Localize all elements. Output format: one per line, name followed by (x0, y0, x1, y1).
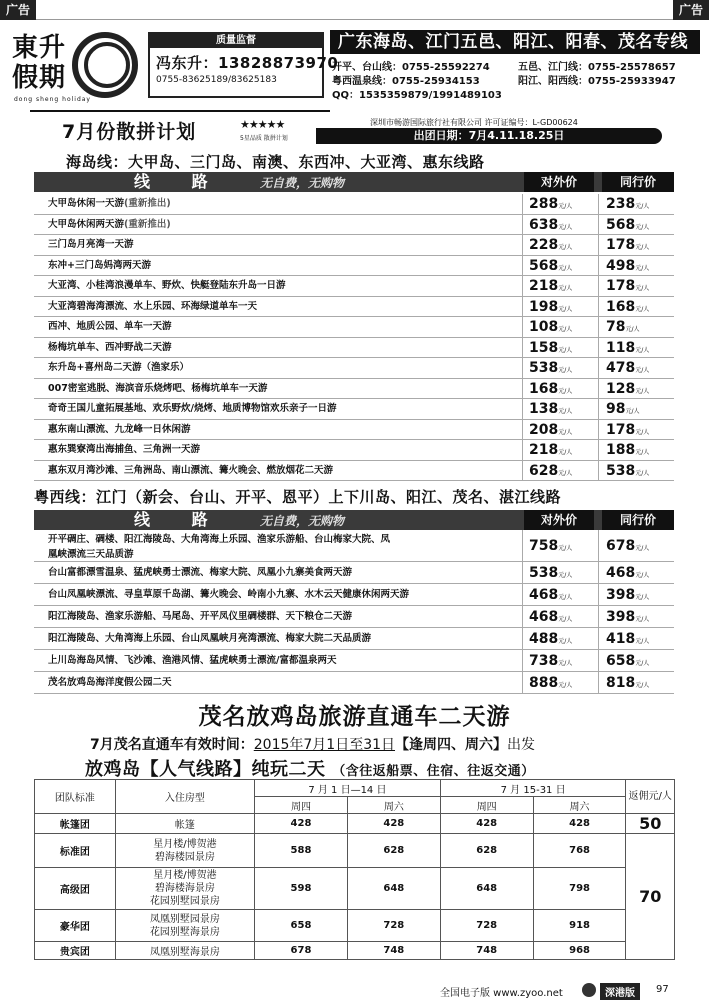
logo-line2: 假期 (12, 63, 67, 93)
std-cell: 豪华团 (35, 910, 116, 942)
ad-label-right: 广告 (673, 0, 709, 20)
route-name (48, 317, 172, 338)
header-agent-price: 同行价 (602, 172, 674, 192)
route-name-text: 大亚湾、小桂湾浪漫单车、野炊、快艇登陆东升岛一日游 (48, 280, 286, 291)
price-unit: 元/人 (635, 346, 650, 354)
page-footer (0, 982, 709, 1000)
route-name (48, 215, 171, 236)
valid-suffix: 出发 (507, 737, 536, 753)
table-row (34, 420, 674, 441)
price-value: 188 (606, 442, 636, 458)
column-divider (598, 194, 599, 481)
route-name-text: 007密室逃脱、海滨音乐烧烤吧、杨梅坑单车一天游 (48, 382, 268, 394)
price-value: 538 (529, 565, 559, 581)
room-cell: 星月楼/博贺港 碧海楼园景房 (115, 834, 254, 868)
rating-stars-icon: ★★★★★ (240, 118, 285, 131)
price-unit: 元/人 (558, 223, 573, 231)
section-title-island: 海岛线：大甲岛、三门岛、南澳、东西冲、大亚湾、惠东线路 (66, 153, 485, 171)
price-value: 488 (529, 631, 559, 647)
price-cell: 428 (533, 814, 626, 834)
price-value: 218 (529, 278, 559, 294)
header-agent-price: 同行价 (602, 510, 674, 530)
price-value: 538 (529, 360, 559, 376)
logo-subtitle: dong sheng holiday (14, 96, 91, 103)
price-unit: 元/人 (635, 305, 650, 313)
col-standard: 团队标准 (35, 780, 116, 814)
price-value: 398 (606, 587, 636, 603)
std-cell: 高级团 (35, 868, 116, 910)
route-tag: (重新推出) (124, 198, 171, 209)
route-name (48, 256, 151, 277)
rebate-cell: 50 (626, 814, 675, 834)
route-name (48, 440, 200, 461)
table-row (35, 910, 675, 942)
route-name (48, 194, 171, 215)
price-cell: 748 (440, 942, 533, 960)
table-header (34, 510, 674, 530)
rebate-cell: 70 (626, 834, 675, 960)
route-name (48, 358, 189, 379)
route-name (48, 532, 390, 562)
price-cell: 968 (533, 942, 626, 960)
route-name-text: 惠东南山漂流、九龙峰一日休闲游 (48, 423, 191, 435)
agency-info: 深圳市畅游国际旅行社有限公司 许可证编号：L-GD00624 (370, 118, 578, 127)
route-name (48, 235, 134, 256)
price-value: 168 (606, 298, 636, 315)
bus-valid-period (90, 734, 535, 754)
route-name (48, 461, 333, 482)
price-unit: 元/人 (635, 545, 650, 552)
footer-site: 全国电子版 www.zyoo.net (440, 988, 563, 999)
price-value: 108 (529, 319, 559, 335)
col-rebate: 返佣元/人 (626, 780, 675, 814)
price-unit: 元/人 (635, 682, 650, 689)
table-row (34, 338, 674, 359)
price-value: 228 (529, 237, 559, 253)
table-row (34, 461, 674, 482)
price-cell: 628 (347, 834, 440, 868)
route-name-text: 上川岛海岛风情、飞沙滩、渔港风情、猛虎峡勇士漂流/富都温泉两天 (48, 655, 337, 666)
route-name (48, 379, 267, 400)
price-unit: 元/人 (558, 305, 573, 313)
price-value: 678 (606, 538, 636, 554)
price-unit: 元/人 (558, 346, 573, 354)
col-thu: 周四 (255, 797, 348, 814)
footer-edition: 深港版 (600, 983, 640, 1000)
agent-price (606, 530, 649, 565)
header-route: 线 路 (134, 510, 226, 529)
price-value: 178 (606, 237, 636, 253)
valid-days: 【逢周四、周六】 (395, 737, 508, 753)
table-row (34, 606, 674, 628)
price-value: 818 (606, 675, 636, 691)
table-row (34, 379, 674, 400)
price-cell: 728 (347, 910, 440, 942)
room-cell: 凤凰别墅海景房 (115, 942, 254, 960)
public-price (529, 461, 572, 485)
price-value: 118 (606, 339, 636, 356)
std-cell: 帐篷团 (35, 814, 116, 834)
price-value: 738 (529, 653, 559, 669)
footer-logo-icon (582, 983, 596, 997)
fjd-note: （含往返船票、住宿、往返交通） (332, 764, 535, 779)
price-cell: 428 (255, 814, 348, 834)
price-cell: 428 (440, 814, 533, 834)
price-unit: 元/人 (558, 572, 573, 579)
route-name-text: 东升岛+喜州岛二天游（渔家乐） (48, 362, 189, 373)
route-name-text: 奇奇王国儿童拓展基地、欢乐野炊/烧烤、地质博物馆欢乐亲子一日游 (48, 403, 337, 414)
col-room: 入住房型 (115, 780, 254, 814)
table-row (34, 276, 674, 297)
price-cell: 918 (533, 910, 626, 942)
price-cell: 728 (440, 910, 533, 942)
section-title-west: 粤西线：江门（新会、台山、开平、恩平）上下川岛、阳江、茂名、湛江线路 (34, 488, 562, 506)
logo-swirl-inner-icon (84, 42, 130, 88)
price-unit: 元/人 (635, 428, 650, 436)
price-value: 158 (529, 339, 559, 356)
header-route: 线 路 (134, 172, 226, 191)
price-value: 98 (606, 401, 626, 417)
col-sat: 周六 (347, 797, 440, 814)
price-value: 538 (606, 462, 636, 479)
route-name (48, 276, 286, 297)
company-logo (10, 28, 142, 108)
std-cell: 贵宾团 (35, 942, 116, 960)
price-value: 198 (529, 298, 559, 315)
price-unit: 元/人 (558, 545, 573, 552)
phone-line: 五邑、江门线：0755-25578657 (518, 62, 676, 73)
valid-prefix: 7月茂名直通车有效时间： (90, 737, 254, 753)
price-unit: 元/人 (635, 285, 650, 292)
price-value: 888 (529, 675, 559, 691)
phone-line: 粤西温泉线：0755-25934153 (332, 76, 480, 87)
rating-subtitle: 5星品质 散拼计划 (240, 135, 288, 142)
header-note: 无自费，无购物 (260, 514, 345, 528)
page-number: 97 (656, 984, 669, 995)
price-value: 478 (606, 360, 636, 376)
table-row (34, 628, 674, 650)
price-unit: 元/人 (558, 408, 573, 415)
price-value: 418 (606, 631, 636, 647)
price-value: 138 (529, 401, 559, 417)
price-value: 658 (606, 653, 636, 669)
column-divider (522, 194, 523, 481)
route-name-text: 杨梅坑单车、西冲野战二天游 (48, 341, 172, 353)
table-row (34, 440, 674, 461)
lines-title: 广东海岛、江门五邑、阳江、阳春、茂名专线 (330, 30, 700, 54)
table-row (34, 530, 674, 562)
route-name-text: 大甲岛休闲一天游 (48, 198, 125, 209)
price-unit: 元/人 (558, 387, 573, 395)
table-row (35, 942, 675, 960)
table-row (34, 672, 674, 694)
table-row (34, 399, 674, 420)
price-value: 178 (606, 278, 636, 294)
price-unit: 元/人 (635, 367, 650, 374)
price-value: 208 (529, 421, 559, 438)
price-value: 288 (529, 196, 559, 212)
price-unit: 元/人 (558, 367, 573, 374)
bus-title: 茂名放鸡岛旅游直通车二天游 (198, 704, 511, 730)
std-cell: 标准团 (35, 834, 116, 868)
price-value: 638 (529, 216, 559, 233)
route-name (48, 420, 191, 441)
ad-bar (0, 0, 709, 20)
phone-line: 开平、台山线：0755-25592274 (332, 62, 490, 73)
price-unit: 元/人 (635, 244, 650, 251)
route-name-text: 东冲+三门岛妈湾两天游 (48, 259, 151, 271)
price-unit: 元/人 (558, 594, 573, 601)
price-value: 568 (606, 216, 636, 233)
price-unit: 元/人 (635, 616, 650, 623)
price-cell: 628 (440, 834, 533, 868)
route-name-text: 大甲岛休闲两天游 (48, 218, 125, 230)
price-unit: 元/人 (635, 594, 650, 601)
table-row (34, 358, 674, 379)
price-value: 758 (529, 538, 559, 554)
price-value: 468 (529, 587, 559, 603)
group-price-table (34, 779, 675, 960)
column-divider (522, 530, 523, 694)
contact-heading: 质量监督 (150, 34, 322, 48)
price-unit: 元/人 (558, 469, 573, 477)
price-value: 568 (529, 257, 559, 274)
table-row (35, 814, 675, 834)
phone-line: 阳江、阳西线：0755-25933947 (518, 76, 676, 87)
col-period2: 7 月 15-31 日 (440, 780, 626, 797)
price-cell: 648 (347, 868, 440, 910)
price-unit: 元/人 (558, 244, 573, 251)
route-name-text: 三门岛月亮湾一天游 (48, 239, 134, 250)
route-name-text: 阳江海陵岛、渔家乐游船、马尾岛、开平凤仪里碉楼群、天下粮仓二天游 (48, 611, 353, 622)
price-value: 218 (529, 442, 559, 458)
price-value: 238 (606, 196, 636, 212)
route-name (48, 672, 172, 694)
price-unit: 元/人 (558, 203, 573, 210)
route-tag: (重新推出) (124, 218, 171, 230)
price-unit: 元/人 (635, 638, 650, 645)
contact-name-line (150, 48, 339, 73)
contact-name: 冯东升： (156, 54, 219, 72)
route-name (48, 628, 371, 650)
price-unit: 元/人 (558, 285, 573, 292)
logo-line1: 東升 (12, 33, 67, 63)
header-public-price: 对外价 (524, 510, 594, 530)
price-unit: 元/人 (558, 660, 573, 667)
price-cell: 798 (533, 868, 626, 910)
room-cell: 星月楼/博贺港 碧海楼海景房 花园别墅园景房 (115, 868, 254, 910)
table-row (34, 256, 674, 277)
agent-price (606, 672, 649, 697)
route-name (48, 584, 409, 606)
price-cell: 648 (440, 868, 533, 910)
route-name (48, 338, 172, 359)
route-name (48, 399, 336, 420)
price-value: 168 (529, 380, 559, 397)
price-cell: 588 (255, 834, 348, 868)
table-row (34, 194, 674, 215)
plan-title: 7月份散拼计划 (62, 121, 197, 143)
table-row (35, 868, 675, 910)
room-cell: 帐篷 (115, 814, 254, 834)
route-name-text: 台山富都漂雪温泉、猛虎峡勇士漂流、梅家大院、凤凰小九寨美食两天游 (48, 567, 353, 578)
route-name-line: 凰峡漂流三天品质游 (48, 549, 134, 560)
route-name-text: 西冲、地质公园、单车一天游 (48, 321, 172, 332)
table-row (34, 650, 674, 672)
route-name (48, 562, 352, 584)
ad-label-left: 广告 (0, 0, 36, 20)
route-name-text: 台山凤凰峡漂流、寻皇草原千岛湖、篝火晚会、岭南小九寨、水木云天健康休闲两天游 (48, 589, 410, 600)
route-name-text: 茂名放鸡岛海洋度假公园二天 (48, 677, 172, 688)
price-cell: 428 (347, 814, 440, 834)
price-value: 398 (606, 609, 636, 625)
price-value: 78 (606, 319, 626, 335)
price-unit: 元/人 (558, 449, 573, 456)
price-unit: 元/人 (558, 682, 573, 689)
valid-dates: 2015年7月1日至31日 (253, 737, 396, 753)
col-sat: 周六 (533, 797, 626, 814)
room-cell: 凤凰别墅园景房 花园别墅海景房 (115, 910, 254, 942)
table-row (34, 584, 674, 606)
price-unit: 元/人 (558, 638, 573, 645)
table-row (35, 834, 675, 868)
price-value: 628 (529, 462, 559, 479)
price-unit: 元/人 (625, 408, 640, 415)
price-unit: 元/人 (635, 387, 650, 395)
price-value: 128 (606, 380, 636, 397)
route-name-text: 大亚湾碧海湾漂流、水上乐园、环海绿道单车一天 (48, 300, 258, 312)
qq-line: QQ：1535359879/1991489103 (332, 90, 502, 101)
column-divider (598, 530, 599, 694)
island-route-table (34, 172, 674, 480)
route-name-line: 开平碉庄、碉楼、阳江海陵岛、大角湾海上乐园、渔家乐游船、台山梅家大院、凤 (48, 534, 391, 545)
col-period1: 7 月 1 日—14 日 (255, 780, 441, 797)
route-name (48, 606, 352, 628)
route-name (48, 297, 257, 318)
table-row (34, 215, 674, 236)
price-cell: 678 (255, 942, 348, 960)
price-value: 178 (606, 421, 636, 438)
price-unit: 元/人 (635, 449, 650, 456)
price-unit: 元/人 (558, 616, 573, 623)
price-value: 498 (606, 257, 636, 274)
contact-alt-phones: 0755-83625189/83625183 (156, 75, 277, 85)
route-name (48, 650, 336, 672)
table-row (34, 317, 674, 338)
route-name-text: 阳江海陵岛、大角湾海上乐园、台山凤凰峡月亮湾漂流、梅家大院二天品质游 (48, 633, 372, 644)
header-public-price: 对外价 (524, 172, 594, 192)
route-name-text: 惠东双月湾沙滩、三角洲岛、南山漂流、篝火晚会、燃放烟花二天游 (48, 464, 334, 476)
price-unit: 元/人 (635, 660, 650, 667)
price-unit: 元/人 (635, 572, 650, 579)
header-note: 无自费，无购物 (260, 176, 345, 190)
fjd-route (85, 755, 535, 781)
agent-price (606, 461, 649, 485)
table-header (34, 172, 674, 192)
price-unit: 元/人 (625, 326, 640, 333)
price-unit: 元/人 (558, 326, 573, 333)
price-value: 468 (606, 565, 636, 581)
price-unit: 元/人 (558, 264, 573, 272)
price-unit: 元/人 (635, 264, 650, 272)
fjd-title: 放鸡岛【人气线路】纯玩二天 (85, 759, 326, 780)
route-name-text: 惠东巽寮湾出海捕鱼、三角洲一天游 (48, 444, 201, 455)
price-cell: 748 (347, 942, 440, 960)
departure-dates: 出团日期：7月4.11.18.25日 (316, 128, 662, 144)
price-cell: 658 (255, 910, 348, 942)
table-row (34, 297, 674, 318)
price-value: 468 (529, 609, 559, 625)
quality-contact-box (148, 32, 339, 98)
table-row (34, 235, 674, 256)
contact-phone: 13828873970 (218, 54, 339, 72)
west-route-table (34, 510, 674, 692)
public-price (529, 672, 572, 697)
table-row (34, 562, 674, 584)
price-unit: 元/人 (635, 469, 650, 477)
public-price (529, 530, 572, 565)
price-cell: 768 (533, 834, 626, 868)
col-thu: 周四 (440, 797, 533, 814)
price-unit: 元/人 (635, 203, 650, 210)
price-unit: 元/人 (635, 223, 650, 231)
price-cell: 598 (255, 868, 348, 910)
price-unit: 元/人 (558, 428, 573, 436)
